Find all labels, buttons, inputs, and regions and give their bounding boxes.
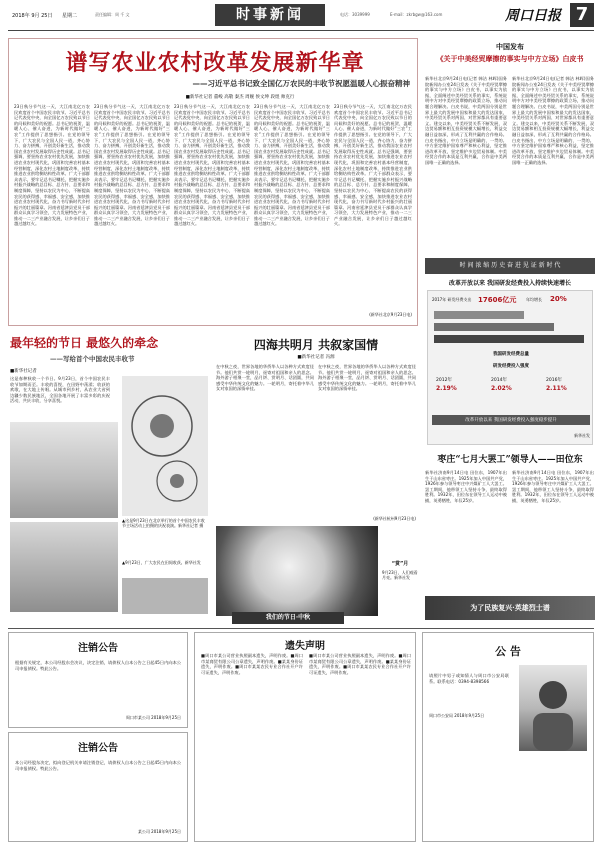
moon-note: 9月23日，人们观看月亮。新华社发 <box>382 570 418 580</box>
festival-photo-flowers <box>122 376 208 516</box>
page-header <box>0 0 600 36</box>
main-dateline: (新华社北京9月23日电) <box>369 312 412 317</box>
festival-photo2-caption: ▲9月23日，广大农民在田间收获。新华社发 <box>122 560 201 565</box>
moon-caption: “赏”月 <box>391 561 409 567</box>
main-body-3: 23日秋分节气这一天，大江南北亿万农民欢度首个中国农民丰收节。习近平总书记代表党中央，向全国亿万农民致以节日的问候和美好的祝愿。总书记的祝贺，温暖人心、催人奋进，为新时代做好“三农”工作提供了思想指引。在党的领导下，广大农民与全国人民一道，齐心协力、奋力拼搏，开创美好新生活，推动我国农业农村发展取得历史性成就。总书记强调，要坚持农业农村优先发展，加快推进农业农村现代化，巩固和完善农村基本经营制度，深化农村土地制度改革，持续推进农业供给侧结构性改革。广大干部群众表示，要牢记总书记嘱托，把握实施乡村振兴战略的总目标、总方针、总要求和制度保障，坚持以农民为中心，不断提高农民的获得感、幸福感、安全感，加快推进农业农村现代化，奋力书写新时代乡村振兴的壮丽篇章。河南省延津县党员干部群众认真学习领会，大力发展特色产业，推动一二三产业融合发展，让乡亲们日子越过越红火。 <box>174 104 250 227</box>
bar-2 <box>434 323 554 331</box>
festival-subtitle: ——写给首个中国农民丰收节 <box>50 355 135 363</box>
sihai-body-2: 在中秋之夜，世界各地的华侨华人以各种方式欢度佳节。他们共赏一轮明月，遥寄对祖国和亲人的思念。海外游子相聚一堂，品月饼、赏明月、话团圆，共同感受中华传统文化的魅力。一轮明月，寄托着中华儿女对家国的深情牵挂。 <box>318 364 416 392</box>
police-notice-box <box>422 632 594 842</box>
police-notice-title: 公 告 <box>495 645 521 658</box>
reform-title: 改革开放以来 我国研发经费投入持续快速增长 <box>448 280 572 287</box>
main-col-2 <box>94 104 170 318</box>
bottom-rule <box>8 628 594 629</box>
zao-col-1 <box>425 470 507 590</box>
festival-byline: ■新华社记者 <box>10 369 37 374</box>
main-col-1 <box>14 104 90 318</box>
main-col-3 <box>174 104 250 318</box>
mid-autumn-banner <box>232 612 344 624</box>
festival-photo-caption: ▲这是9月23日在北京举行的首个中国农民丰收节主场活动上拍摄的庆祝表演。新华社记者 摄 <box>122 518 205 528</box>
reform-banner <box>425 258 595 274</box>
main-body-1: 23日秋分节气这一天，大江南北亿万农民欢度首个中国农民丰收节。习近平总书记代表党中央，向全国亿万农民致以节日的问候和美好的祝愿。总书记的祝贺，温暖人心、催人奋进，为新时代做好“三农”工作提供了思想指引。在党的领导下，广大农民与全国人民一道，齐心协力、奋力拼搏，开创美好新生活，推动我国农业农村发展取得历史性成就。总书记强调，要坚持农业农村优先发展，加快推进农业农村现代化，巩固和完善农村基本经营制度，深化农村土地制度改革，持续推进农业供给侧结构性改革。广大干部群众表示，要牢记总书记嘱托，把握实施乡村振兴战略的总目标、总方针、总要求和制度保障，坚持以农民为中心，不断提高农民的获得感、幸福感、安全感，加快推进农业农村现代化，奋力书写新时代乡村振兴的壮丽篇章。河南省延津县党员干部群众认真学习领会，大力发展特色产业，推动一二三产业融合发展，让乡亲们日子越过越红火。 <box>14 104 90 227</box>
header-date: 2018年 9月 25日 <box>12 13 53 19</box>
sihai-body-1: 在中秋之夜，世界各地的华侨华人以各种方式欢度佳节。他们共赏一轮明月，遥寄对祖国和亲人的思念。海外游子相聚一堂，品月饼、赏明月、话团圆，共同感受中华传统文化的魅力。一轮明月，寄托着中华儿女对家国的深情牵挂。 <box>216 364 314 392</box>
sub1-label: 我国研发经费总量 <box>493 352 529 357</box>
festival-title: 最年轻的节日 最悠久的牵念 <box>10 336 159 350</box>
whitepaper-title: 《关于中美经贸摩擦的事实与中方立场》白皮书 <box>436 54 584 63</box>
zao-body-1: 新华社济南9月14日电 田位东，1907年出生于山东省枣庄。1925年加入中国共产党，1926年参与领导枣庄中兴煤矿工人大罢工。罢工期间，他带领工人坚持斗争，最终取得胜利。1932年，田位东在领导工人运动中被捕，英勇牺牲，年仅25岁。 <box>425 470 507 503</box>
festival-col-1 <box>10 376 110 420</box>
cancel1-body: 根据有关规定，本公司经股东会决议，决定注销，请债权人自本公告之日起45日内向本公司申报债权。特此公告。 <box>15 660 181 671</box>
zao-body-2: 新华社济南9月14日电 田位东，1907年出生于山东省枣庄。1925年加入中国共产党，1926年参与领导枣庄中兴煤矿工人大罢工。罢工期间，他带领工人坚持斗争，最终取得胜利。1932年，田位东在领导工人运动中被捕，英勇牺牲，年仅25岁。 <box>512 470 594 503</box>
header-editor: 责任编辑：周 千 文 <box>95 12 130 17</box>
sihai-title: 四海共明月 共叙家国情 <box>253 338 379 352</box>
main-body-4: 23日秋分节气这一天，大江南北亿万农民欢度首个中国农民丰收节。习近平总书记代表党中央，向全国亿万农民致以节日的问候和美好的祝愿。总书记的祝贺，温暖人心、催人奋进，为新时代做好“三农”工作提供了思想指引。在党的领导下，广大农民与全国人民一道，齐心协力、奋力拼搏，开创美好新生活，推动我国农业农村发展取得历史性成就。总书记强调，要坚持农业农村优先发展，加快推进农业农村现代化，巩固和完善农村基本经营制度，深化农村土地制度改革，持续推进农业供给侧结构性改革。广大干部群众表示，要牢记总书记嘱托，把握实施乡村振兴战略的总目标、总方针、总要求和制度保障，坚持以农民为中心，不断提高农民的获得感、幸福感、安全感，加快推进农业农村现代化，奋力书写新时代乡村振兴的壮丽篇章。河南省延津县党员干部群众认真学习领会，大力发展特色产业，推动一二三产业融合发展，让乡亲们日子越过越红火。 <box>254 104 330 227</box>
main-title: 谱写农业农村改革发展新华章 <box>65 50 365 76</box>
row-label-3: 2016年 <box>546 378 562 383</box>
lost-body-2: ■周口市某公司营业执照副本遗失，声明作废。■周口市某商贸有限公司公章遗失，声明作废。■某某身份证遗失，声明作废。■周口市某某农民专业合作社开户许可证遗失，声明作废。 <box>309 653 411 675</box>
row-value-2: 2.02% <box>491 385 512 392</box>
main-body-2: 23日秋分节气这一天，大江南北亿万农民欢度首个中国农民丰收节。习近平总书记代表党中央，向全国亿万农民致以节日的问候和美好的祝愿。总书记的祝贺，温暖人心、催人奋进，为新时代做好“三农”工作提供了思想指引。在党的领导下，广大农民与全国人民一道，齐心协力、奋力拼搏，开创美好新生活，推动我国农业农村发展取得历史性成就。总书记强调，要坚持农业农村优先发展，加快推进农业农村现代化，巩固和完善农村基本经营制度，深化农村土地制度改革，持续推进农业供给侧结构性改革。广大干部群众表示，要牢记总书记嘱托，把握实施乡村振兴战略的总目标、总方针、总要求和制度保障，坚持以农民为中心，不断提高农民的获得感、幸福感、安全感，加快推进农业农村现代化，奋力书写新时代乡村振兴的壮丽篇章。河南省延津县党员干部群众认真学习领会，大力发展特色产业，推动一二三产业融合发展，让乡亲们日子越过越红火。 <box>94 104 170 227</box>
mid-autumn-banner-text: 我们的节日·中秋 <box>265 614 311 621</box>
cancel1-title: 注销公告 <box>78 643 118 654</box>
zao-title: 枣庄“七月大罢工”领导人——田位东 <box>437 455 583 465</box>
sihai-byline: ■新华社记者 冯源 <box>297 355 335 360</box>
reform-banner-text: 时 间 浓 缩 历 史 奋 进 见 证 新 时 代 <box>459 262 561 269</box>
stat1-label: 2017年 研发经费支出 <box>432 297 472 302</box>
cancel1-sign: 周口市某公司 2018年9月25日 <box>125 715 181 720</box>
main-byline: ■新华社记者 董峻 高敬 秦杰 周婉 侯文坤 段煜 帅克行 <box>185 95 295 100</box>
portrait-silhouette <box>519 665 587 751</box>
bar-1 <box>434 311 524 319</box>
sihai-col-2 <box>318 364 416 514</box>
header-weekday: 星期二 <box>62 13 78 19</box>
festival-photo-harvest <box>122 578 208 614</box>
whitepaper-col-1 <box>425 76 507 252</box>
police-notice-body: 请照片中男子或知情人与周口市公安局联系。联系电话：0394-8398566 <box>429 673 509 684</box>
police-notice-sign: 周口市公安局 2018年9月25日 <box>429 713 485 718</box>
notice-portrait-photo <box>519 665 587 751</box>
main-subtitle: ——习近平总书记致全国亿万农民的丰收节祝愿温暖人心振奋精神 <box>192 79 410 88</box>
sub2-label: 研发经费投入强度 <box>493 364 529 369</box>
lost-col-2 <box>309 653 411 837</box>
row-label-1: 2012年 <box>436 378 452 383</box>
flower-illustration <box>122 376 208 516</box>
stat1-value: 17606亿元 <box>478 296 517 304</box>
header-rule <box>8 30 594 31</box>
sihai-dateline: (新华社杭州9月23日电) <box>373 516 416 521</box>
cancel2-body: 本公司经股东决定，拟向登记机关申请注销登记，请债权人自本公告之日起45日内向本公司申报债权。特此公告。 <box>15 760 181 771</box>
whitepaper-header: 中国发布 <box>496 42 524 51</box>
reform-footer: 新华社发 <box>574 433 590 438</box>
row-labels <box>436 377 586 407</box>
lost-box <box>194 632 416 842</box>
festival-photo-people <box>10 522 118 612</box>
moon-photo <box>216 526 378 616</box>
reform-banner-bottom: 改革开放以来 我国研发经费投入强度稳步提升 <box>432 415 590 425</box>
paper-logo: 周口日报 <box>505 8 561 24</box>
cancel1-box <box>8 632 188 728</box>
whitepaper-body-2: 新华社北京9月24日电(记者 韩洁 林晖)国务院新闻办公室24日发表《关于中美经贸摩擦的事实与中方立场》白皮书，以事实为依据，全面阐述中美经贸关系的事实，系统说明中方对中美经贸摩擦的政策立场，推动问题合理解决。白皮书说，中美两国分别是世界上最大的发展中国家和最大的发达国家，中美经贸关系对两国、对世界都具有重要意义。建交以来，中美经贸关系不断发展，双边贸易额和相互投资规模大幅增长，利益交融日益加深，形成了互利共赢的合作格局。白皮书指出，中方立场是明确的、一贯的。中方坚定维护国家尊严和核心利益，坚定推进改革开放，坚定维护多边贸易体制。中美经贸合作的本质是互利共赢，合作是中美两国唯一正确的选择。 <box>512 76 594 165</box>
header-hotline: 电话：3039999 <box>340 12 370 17</box>
lost-title: 遗失声明 <box>285 641 325 652</box>
page-number: 7 <box>570 3 594 27</box>
main-body-5: 23日秋分节气这一天，大江南北亿万农民欢度首个中国农民丰收节。习近平总书记代表党中央，向全国亿万农民致以节日的问候和美好的祝愿。总书记的祝贺，温暖人心、催人奋进，为新时代做好“三农”工作提供了思想指引。在党的领导下，广大农民与全国人民一道，齐心协力、奋力拼搏，开创美好新生活，推动我国农业农村发展取得历史性成就。总书记强调，要坚持农业农村优先发展，加快推进农业农村现代化，巩固和完善农村基本经营制度，深化农村土地制度改革，持续推进农业供给侧结构性改革。广大干部群众表示，要牢记总书记嘱托，把握实施乡村振兴战略的总目标、总方针、总要求和制度保障，坚持以农民为中心，不断提高农民的获得感、幸福感、安全感，加快推进农业农村现代化，奋力书写新时代乡村振兴的壮丽篇章。河南省延津县党员干部群众认真学习领会，大力发展特色产业，推动一二三产业融合发展，让乡亲们日子越过越红火。 <box>334 104 412 227</box>
sihai-col-1 <box>216 364 314 522</box>
bar-3 <box>434 335 584 343</box>
cancel2-title: 注销公告 <box>78 743 118 754</box>
section-title: 时事新闻 <box>215 4 325 26</box>
hero-banner <box>425 596 595 620</box>
reform-chart <box>427 290 593 445</box>
row-value-1: 2.19% <box>436 385 457 392</box>
hero-banner-text: 为了民族复兴·英雄烈士谱 <box>470 603 550 612</box>
row-label-2: 2014年 <box>491 378 507 383</box>
festival-photo-performance <box>10 422 118 518</box>
stat2-label: 年均增长 <box>526 297 542 302</box>
main-col-4 <box>254 104 330 318</box>
main-col-5 <box>334 104 412 310</box>
cancel2-sign: 某公司 2018年9月25日 <box>137 829 181 834</box>
lost-col-1 <box>201 653 303 837</box>
whitepaper-body-1: 新华社北京9月24日电(记者 韩洁 林晖)国务院新闻办公室24日发表《关于中美经贸摩擦的事实与中方立场》白皮书，以事实为依据，全面阐述中美经贸关系的事实，系统说明中方对中美经贸摩擦的政策立场，推动问题合理解决。白皮书说，中美两国分别是世界上最大的发展中国家和最大的发达国家，中美经贸关系对两国、对世界都具有重要意义。建交以来，中美经贸关系不断发展，双边贸易额和相互投资规模大幅增长，利益交融日益加深，形成了互利共赢的合作格局。白皮书指出，中方立场是明确的、一贯的。中方坚定维护国家尊严和核心利益，坚定推进改革开放，坚定维护多边贸易体制。中美经贸合作的本质是互利共赢，合作是中美两国唯一正确的选择。 <box>425 76 507 165</box>
whitepaper-col-2 <box>512 76 594 252</box>
cancel2-box <box>8 732 188 842</box>
row-value-3: 2.11% <box>546 385 567 392</box>
header-email: E-mail：zkrbgw@163.com <box>390 12 443 17</box>
zao-col-2 <box>512 470 594 590</box>
stat2-value: 20% <box>550 295 567 303</box>
festival-body: 这是春种秋收一个节日。9月23日，首个中国农民丰收节如期而至。丰收的喜悦，在田野中荡漾；收获的欢歌，在大地上传唱。从城市到乡村，从农业大省到边疆少数民族地区，全国各地开展了丰富多彩的庆祝活动，共庆丰收，分享喜悦。 <box>10 376 110 404</box>
lost-body-1: ■周口市某公司营业执照副本遗失，声明作废。■周口市某商贸有限公司公章遗失，声明作废。■某某身份证遗失，声明作废。■周口市某某农民专业合作社开户许可证遗失，声明作废。 <box>201 653 303 675</box>
